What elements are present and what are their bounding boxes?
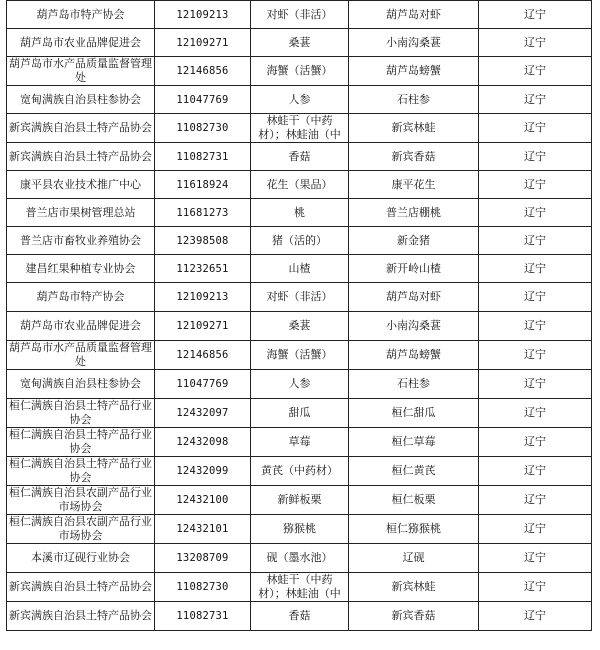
province-cell: 辽宁 (479, 283, 592, 312)
province-cell: 辽宁 (479, 29, 592, 57)
brand-cell: 葫芦岛螃蟹 (349, 341, 479, 370)
registration-number-cell: 11047769 (155, 86, 251, 114)
org-cell: 桓仁满族自治县土特产品行业协会 (7, 399, 155, 428)
org-cell: 普兰店市果树管理总站 (7, 199, 155, 227)
registration-number-cell: 11047769 (155, 370, 251, 399)
product-cell: 砚（墨水池） (251, 544, 349, 573)
registration-number-cell: 12432101 (155, 515, 251, 544)
table-row (7, 255, 592, 283)
table-row (7, 86, 592, 114)
product-cell: 对虾（非活） (251, 1, 349, 29)
table-row (7, 114, 592, 143)
brand-cell: 石柱参 (349, 370, 479, 399)
brand-cell: 桓仁甜瓜 (349, 399, 479, 428)
org-cell: 葫芦岛市水产品质量监督管理处 (7, 341, 155, 370)
table-row (7, 399, 592, 428)
province-cell: 辽宁 (479, 312, 592, 341)
province-cell: 辽宁 (479, 573, 592, 602)
table-row (7, 143, 592, 171)
table-row (7, 312, 592, 341)
table-row (7, 486, 592, 515)
province-cell: 辽宁 (479, 602, 592, 631)
product-cell: 草莓 (251, 428, 349, 457)
province-cell: 辽宁 (479, 341, 592, 370)
org-cell: 康平县农业技术推广中心 (7, 171, 155, 199)
org-cell: 新宾满族自治县土特产品协会 (7, 573, 155, 602)
product-cell: 林蛙干（中药材）；林蛙油（中 (251, 573, 349, 602)
table-row (7, 602, 592, 631)
brand-cell: 小南沟桑葚 (349, 29, 479, 57)
product-cell: 海蟹（活蟹） (251, 341, 349, 370)
registration-number-cell: 12109213 (155, 1, 251, 29)
registration-number-cell: 11232651 (155, 255, 251, 283)
province-cell: 辽宁 (479, 57, 592, 86)
brand-cell: 辽砚 (349, 544, 479, 573)
brand-cell: 石柱参 (349, 86, 479, 114)
registration-number-cell: 12432100 (155, 486, 251, 515)
product-cell: 香菇 (251, 143, 349, 171)
product-cell: 花生（果品） (251, 171, 349, 199)
brand-cell: 普兰店棚桃 (349, 199, 479, 227)
registration-number-cell: 12432098 (155, 428, 251, 457)
org-cell: 桓仁满族自治县土特产品行业协会 (7, 457, 155, 486)
table-row (7, 457, 592, 486)
registration-number-cell: 11082730 (155, 573, 251, 602)
registration-number-cell: 12109213 (155, 283, 251, 312)
province-cell: 辽宁 (479, 227, 592, 255)
org-cell: 新宾满族自治县土特产品协会 (7, 143, 155, 171)
product-cell: 海蟹（活蟹） (251, 57, 349, 86)
registration-number-cell: 12146856 (155, 57, 251, 86)
brand-cell: 新开岭山楂 (349, 255, 479, 283)
registry-sheet (6, 0, 591, 631)
org-cell: 葫芦岛市特产协会 (7, 1, 155, 29)
registration-number-cell: 11681273 (155, 199, 251, 227)
registration-number-cell: 11082731 (155, 143, 251, 171)
brand-cell: 新宾林蛙 (349, 114, 479, 143)
registration-number-cell: 12398508 (155, 227, 251, 255)
org-cell: 新宾满族自治县土特产品协会 (7, 602, 155, 631)
org-cell: 葫芦岛市农业品牌促进会 (7, 312, 155, 341)
table-row (7, 29, 592, 57)
province-cell: 辽宁 (479, 399, 592, 428)
product-cell: 桑葚 (251, 29, 349, 57)
province-cell: 辽宁 (479, 255, 592, 283)
table-row (7, 370, 592, 399)
province-cell: 辽宁 (479, 428, 592, 457)
product-cell: 黄芪（中药材） (251, 457, 349, 486)
table-row (7, 171, 592, 199)
brand-cell: 葫芦岛螃蟹 (349, 57, 479, 86)
province-cell: 辽宁 (479, 114, 592, 143)
geographic-indication-table (6, 0, 592, 631)
registration-number-cell: 11618924 (155, 171, 251, 199)
province-cell: 辽宁 (479, 199, 592, 227)
registration-number-cell: 12109271 (155, 29, 251, 57)
org-cell: 桓仁满族自治县土特产品行业协会 (7, 428, 155, 457)
product-cell: 新鲜板栗 (251, 486, 349, 515)
registration-number-cell: 11082730 (155, 114, 251, 143)
province-cell: 辽宁 (479, 515, 592, 544)
brand-cell: 新宾香菇 (349, 602, 479, 631)
province-cell: 辽宁 (479, 171, 592, 199)
product-cell: 山楂 (251, 255, 349, 283)
org-cell: 普兰店市畜牧业养殖协会 (7, 227, 155, 255)
brand-cell: 新宾林蛙 (349, 573, 479, 602)
province-cell: 辽宁 (479, 1, 592, 29)
brand-cell: 桓仁猕猴桃 (349, 515, 479, 544)
table-row (7, 57, 592, 86)
product-cell: 人参 (251, 370, 349, 399)
org-cell: 桓仁满族自治县农副产品行业市场协会 (7, 515, 155, 544)
product-cell: 猕猴桃 (251, 515, 349, 544)
table-row (7, 544, 592, 573)
product-cell: 甜瓜 (251, 399, 349, 428)
province-cell: 辽宁 (479, 457, 592, 486)
product-cell: 桑葚 (251, 312, 349, 341)
registration-number-cell: 11082731 (155, 602, 251, 631)
table-row (7, 573, 592, 602)
product-cell: 对虾（非活） (251, 283, 349, 312)
province-cell: 辽宁 (479, 544, 592, 573)
province-cell: 辽宁 (479, 486, 592, 515)
org-cell: 葫芦岛市特产协会 (7, 283, 155, 312)
table-row (7, 1, 592, 29)
brand-cell: 桓仁板栗 (349, 486, 479, 515)
table-row (7, 515, 592, 544)
product-cell: 香菇 (251, 602, 349, 631)
brand-cell: 葫芦岛对虾 (349, 1, 479, 29)
brand-cell: 桓仁草莓 (349, 428, 479, 457)
registration-number-cell: 12432099 (155, 457, 251, 486)
brand-cell: 葫芦岛对虾 (349, 283, 479, 312)
product-cell: 人参 (251, 86, 349, 114)
province-cell: 辽宁 (479, 370, 592, 399)
org-cell: 建昌红果种植专业协会 (7, 255, 155, 283)
province-cell: 辽宁 (479, 86, 592, 114)
product-cell: 桃 (251, 199, 349, 227)
brand-cell: 新宾香菇 (349, 143, 479, 171)
table-row (7, 283, 592, 312)
brand-cell: 小南沟桑葚 (349, 312, 479, 341)
table-row (7, 341, 592, 370)
product-cell: 猪（活的） (251, 227, 349, 255)
table-row (7, 428, 592, 457)
product-cell: 林蛙干（中药材）；林蛙油（中 (251, 114, 349, 143)
org-cell: 葫芦岛市水产品质量监督管理处 (7, 57, 155, 86)
registration-number-cell: 12432097 (155, 399, 251, 428)
province-cell: 辽宁 (479, 143, 592, 171)
brand-cell: 桓仁黄芪 (349, 457, 479, 486)
org-cell: 桓仁满族自治县农副产品行业市场协会 (7, 486, 155, 515)
org-cell: 葫芦岛市农业品牌促进会 (7, 29, 155, 57)
brand-cell: 新金猪 (349, 227, 479, 255)
org-cell: 新宾满族自治县土特产品协会 (7, 114, 155, 143)
org-cell: 宽甸满族自治县柱参协会 (7, 370, 155, 399)
registration-number-cell: 13208709 (155, 544, 251, 573)
registration-number-cell: 12109271 (155, 312, 251, 341)
brand-cell: 康平花生 (349, 171, 479, 199)
org-cell: 宽甸满族自治县柱参协会 (7, 86, 155, 114)
table-row (7, 199, 592, 227)
table-row (7, 227, 592, 255)
org-cell: 本溪市辽砚行业协会 (7, 544, 155, 573)
registration-number-cell: 12146856 (155, 341, 251, 370)
